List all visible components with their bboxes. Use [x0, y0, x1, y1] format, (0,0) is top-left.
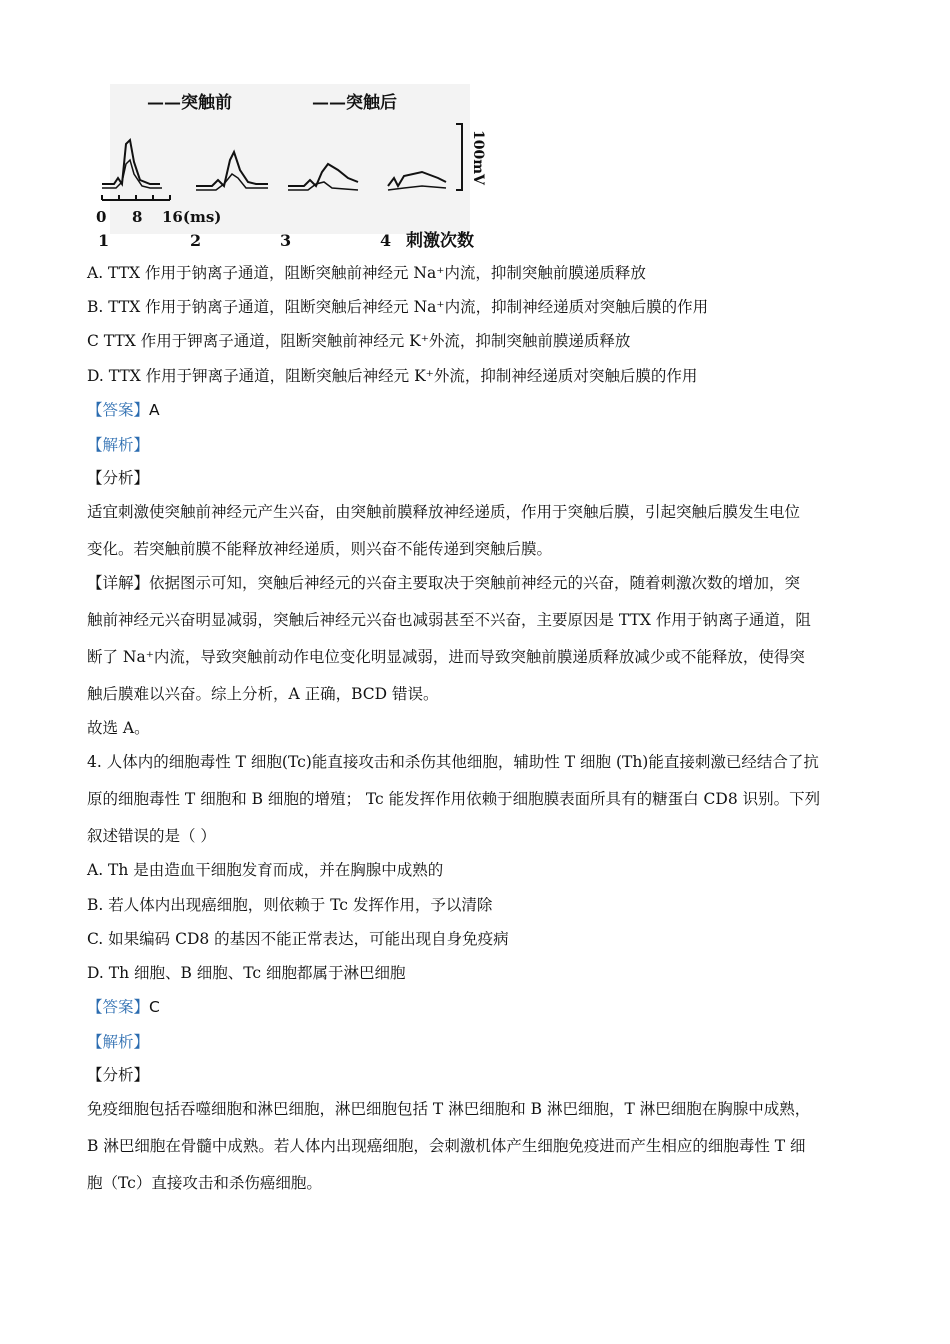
q4-stem-line-1: 4. 人体内的细胞毒性 T 细胞(Tc)能直接攻击和杀伤其他细胞，辅助性 T 细胞 (Th)能直接刺激已经结合了抗 — [87, 753, 819, 771]
q3-option-a: A. TTX 作用于钠离子通道，阻断突触前神经元 Na⁺内流，抑制突触前膜递质释放 — [87, 264, 646, 282]
q3-analysis-line-1: 适宜刺激使突触前神经元产生兴奋，由突触前膜释放神经递质，作用于突触后膜，引起突触后膜发生电位 — [87, 503, 801, 521]
stim-label: 刺激次数 — [406, 231, 474, 251]
q4-option-d: D. Th 细胞、B 细胞、Tc 细胞都属于淋巴细胞 — [87, 964, 406, 982]
q3-option-c: C TTX 作用于钾离子通道，阻断突触前神经元 K⁺外流，抑制突触前膜递质释放 — [87, 332, 631, 350]
stim-4: 4 — [380, 231, 392, 250]
tick-8: 8 — [132, 208, 143, 226]
stim-2: 2 — [190, 231, 202, 250]
q3-option-d: D. TTX 作用于钾离子通道，阻断突触后神经元 K⁺外流，抑制神经递质对突触后膜的作用 — [87, 367, 698, 385]
q3-analysis-line-2: 变化。若突触前膜不能释放神经递质，则兴奋不能传递到突触后膜。 — [87, 540, 553, 558]
q4-analysis-line-3: 胞（Tc）直接攻击和杀伤癌细胞。 — [87, 1174, 322, 1192]
q4-answer — [87, 996, 160, 1018]
q3-answer-value: A — [149, 401, 160, 419]
scale-label: 100mV — [470, 130, 486, 185]
q4-answer-value: C — [149, 998, 160, 1016]
q3-option-b: B. TTX 作用于钠离子通道，阻断突触后神经元 Na⁺内流，抑制神经递质对突触后膜的作用 — [87, 298, 709, 316]
q3-detail-line-4: 触后膜难以兴奋。综上分析，A 正确，BCD 错误。 — [87, 685, 439, 703]
q4-option-c: C. 如果编码 CD8 的基因不能正常表达，可能出现自身免疫病 — [87, 930, 509, 948]
q4-stem-line-3: 叙述错误的是（ ） — [87, 827, 216, 845]
q4-analysis-tag: 【分析】 — [87, 1066, 150, 1084]
q4-stem-line-2: 原的细胞毒性 T 细胞和 B 细胞的增殖； Tc 能发挥作用依赖于细胞膜表面所具有的糖蛋白 CD8 识别。下列 — [87, 790, 821, 808]
q4-option-b: B. 若人体内出现癌细胞，则依赖于 Tc 发挥作用，予以清除 — [87, 896, 493, 914]
potential-traces-svg — [92, 82, 492, 254]
q4-analysis-line-1: 免疫细胞包括吞噬细胞和淋巴细胞，淋巴细胞包括 T 淋巴细胞和 B 淋巴细胞，T 淋巴细胞在胸腺中成熟， — [87, 1100, 811, 1118]
q3-explain-tag: 【解析】 — [87, 436, 150, 454]
q3-answer-tag: 【答案】 — [87, 401, 150, 419]
q4-option-a: A. Th 是由造血干细胞发育而成，并在胸腺中成熟的 — [87, 861, 444, 879]
q4-answer-tag: 【答案】 — [87, 998, 150, 1016]
q3-detail-line-1: 【详解】依据图示可知，突触后神经元的兴奋主要取决于突触前神经元的兴奋，随着刺激次数的增加，突 — [87, 574, 801, 592]
q3-analysis-tag: 【分析】 — [87, 469, 150, 487]
legend-post: ——突触后 — [312, 93, 397, 113]
q3-detail-line-3: 断了 Na⁺内流，导致突触前动作电位变化明显减弱，进而导致突触前膜递质释放减少或不能释放，使得突 — [87, 648, 805, 666]
stim-3: 3 — [280, 231, 292, 250]
q3-detail-line-2: 触前神经元兴奋明显减弱，突触后神经元兴奋也减弱甚至不兴奋，主要原因是 TTX 作用于钠离子通道，阻 — [87, 611, 811, 629]
q4-analysis-line-2: B 淋巴细胞在骨髓中成熟。若人体内出现癌细胞，会刺激机体产生细胞免疫进而产生相应的细胞毒性 T 细 — [87, 1137, 806, 1155]
q3-conclusion: 故选 A。 — [87, 719, 150, 737]
tick-16ms: 16(ms) — [162, 208, 222, 226]
q3-answer — [87, 399, 160, 421]
tick-0: 0 — [96, 208, 107, 226]
q4-explain-tag: 【解析】 — [87, 1033, 150, 1051]
legend-pre: ——突触前 — [147, 93, 232, 113]
potential-figure — [92, 82, 492, 254]
stim-1: 1 — [98, 231, 110, 250]
